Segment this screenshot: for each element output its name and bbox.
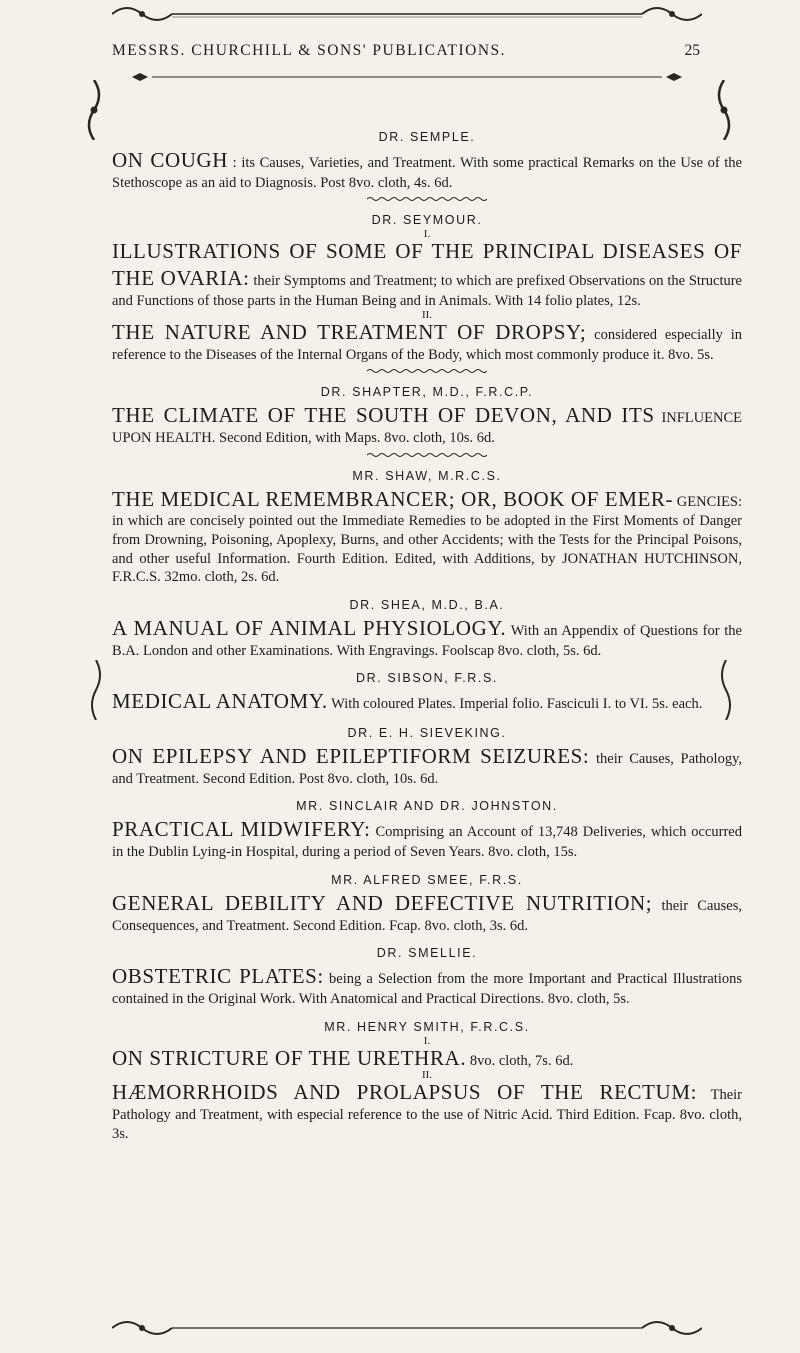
author-name: DR. SHEA, M.D., B.A.	[349, 597, 505, 612]
running-title: MESSRS. CHURCHILL & SONS' PUBLICATIONS.	[112, 42, 507, 59]
running-head	[112, 40, 700, 66]
book-listing	[112, 486, 742, 587]
book-description: their Causes, Consequences, and Treatment. Second Edition. Fcap. 8vo. cloth, 3s. 6d.	[112, 897, 743, 934]
book-title: THE CLIMATE OF THE SOUTH OF DEVON, AND ITS	[112, 403, 655, 428]
volume-numeral: II.	[421, 308, 433, 321]
entry-semple	[112, 130, 742, 202]
header-rule-ornament	[112, 70, 702, 84]
author-name: DR. SMELLIE.	[376, 946, 478, 961]
wavy-rule	[367, 196, 487, 202]
entry-henry-smith	[112, 1020, 742, 1144]
author-name: MR. ALFRED SMEE, F.R.S.	[331, 872, 523, 887]
book-description: Comprising an Account of 13,748 Deliveries, which occurred in the Dublin Lying-in Hospital, during a period of Seven Years. 8vo. cloth, 15s.	[112, 824, 742, 861]
wavy-rule	[367, 368, 487, 374]
volume-numeral: II.	[421, 1069, 433, 1082]
book-listing	[112, 688, 742, 715]
book-title: GENERAL DEBILITY AND DEFECTIVE NUTRITION;	[112, 890, 653, 915]
book-listing	[112, 615, 742, 660]
bottom-border-ornament	[112, 1318, 702, 1338]
entry-smee	[112, 873, 742, 935]
book-description: Their Pathology and Treatment, with especial reference to the use of Nitric Acid. Third Edition. Fcap. 8vo. cloth, 3s.	[112, 1087, 742, 1142]
book-title: ON COUGH	[112, 148, 229, 172]
book-title: PRACTICAL MIDWIFERY:	[112, 817, 371, 842]
book-title: HÆMORRHOIDS AND PROLAPSUS OF THE RECTUM:	[112, 1080, 698, 1105]
book-listing	[112, 319, 742, 364]
book-title: THE MEDICAL REMEMBRANCER; OR, BOOK OF EMER-	[112, 486, 674, 511]
book-listing	[112, 743, 742, 788]
author-name: MR. HENRY SMITH, F.R.C.S.	[324, 1019, 530, 1034]
page-number: 25	[684, 42, 700, 59]
book-listing	[112, 963, 742, 1008]
book-listing	[112, 238, 742, 310]
book-title: ON STRICTURE OF THE URETHRA.	[112, 1045, 467, 1070]
entry-shaw	[112, 469, 742, 587]
book-title: A MANUAL OF ANIMAL PHYSIOLOGY.	[112, 615, 507, 640]
wavy-rule	[367, 452, 487, 458]
book-listing	[112, 1045, 742, 1072]
book-description: 8vo. cloth, 7s. 6d.	[469, 1052, 574, 1069]
entry-smellie	[112, 946, 742, 1008]
book-description: With an Appendix of Questions for the B.A. London and other Examinations. With Engravings. Foolscap 8vo. cloth, 5s. 6d.	[112, 622, 742, 659]
book-description: GENCIES: in which are concisely pointed out the Immediate Remedies to be adopted in the First Moments of Danger from Drowning, Poisoning, Apoplexy, Burns, and other Accidents; with the Tests for the Principal Poisons, and other useful Information. Fourth Edition. Edited, with Additions, by JONATHAN HUTCHINSON, F.R.C.S. 32mo. cloth, 2s. 6d.	[112, 493, 743, 586]
author-name: DR. SIBSON, F.R.S.	[355, 671, 498, 686]
book-description: their Causes, Pathology, and Treatment. Second Edition. Post 8vo. cloth, 10s. 6d.	[112, 750, 743, 787]
book-description: INFLUENCE UPON HEALTH. Second Edition, with Maps. 8vo. cloth, 10s. 6d.	[112, 410, 742, 447]
author-name: DR. SEMPLE.	[378, 130, 476, 144]
volume-numeral: I.	[423, 1034, 431, 1047]
volume-numeral: I.	[423, 228, 431, 241]
entry-sibson	[112, 671, 742, 715]
book-listing	[112, 890, 742, 935]
author-name: DR. SHAPTER, M.D., F.R.C.P.	[320, 385, 534, 400]
book-description: their Symptoms and Treatment; to which are prefixed Observations on the Structure and Functions of those parts in the Human Being and in Animals. With 14 folio plates, 12s.	[112, 273, 742, 310]
book-title: ILLUSTRATIONS OF SOME OF THE PRINCIPAL DISEASES OF THE OVARIA:	[112, 239, 742, 291]
book-listing	[112, 816, 742, 861]
book-title: ON EPILEPSY AND EPILEPTIFORM SEIZURES:	[112, 743, 590, 768]
book-description: With coloured Plates. Imperial folio. Fasciculi I. to VI. 5s. each.	[331, 696, 703, 713]
book-title: MEDICAL ANATOMY.	[112, 689, 328, 714]
book-description: considered especially in reference to the Diseases of the Internal Organs of the Body, which most commonly produce it. 8vo. 5s.	[112, 326, 743, 363]
left-side-ornament	[86, 660, 106, 720]
book-description: being a Selection from the more Important and Practical Illustrations contained in the Original Work. With Anatomical and Practical Directions. 8vo. cloth, 5s.	[112, 971, 742, 1008]
author-name: DR. E. H. SIEVEKING.	[347, 725, 507, 740]
entry-shapter	[112, 385, 742, 457]
entry-sieveking	[112, 726, 742, 788]
author-name: MR. SHAW, M.R.C.S.	[352, 468, 502, 483]
book-title: OBSTETRIC PLATES:	[112, 964, 324, 989]
book-description: : its Causes, Varieties, and Treatment. With some practical Remarks on the Use of the Stethoscope as an aid to Diagnosis. Post 8vo. cloth, 4s. 6d.	[112, 155, 742, 191]
book-listing	[112, 147, 742, 192]
author-name: MR. SINCLAIR AND DR. JOHNSTON.	[296, 799, 558, 814]
entry-shea	[112, 598, 742, 660]
book-listing	[112, 1079, 742, 1143]
entry-seymour	[112, 213, 742, 374]
left-corner-ornament	[82, 80, 106, 140]
author-name: DR. SEYMOUR.	[371, 213, 483, 228]
catalogue-entries	[112, 130, 742, 1154]
page-header	[0, 0, 800, 120]
entry-sinclair-johnston	[112, 799, 742, 861]
top-border-ornament	[112, 4, 702, 24]
book-listing	[112, 402, 742, 447]
book-title: THE NATURE AND TREATMENT OF DROPSY;	[112, 319, 587, 344]
